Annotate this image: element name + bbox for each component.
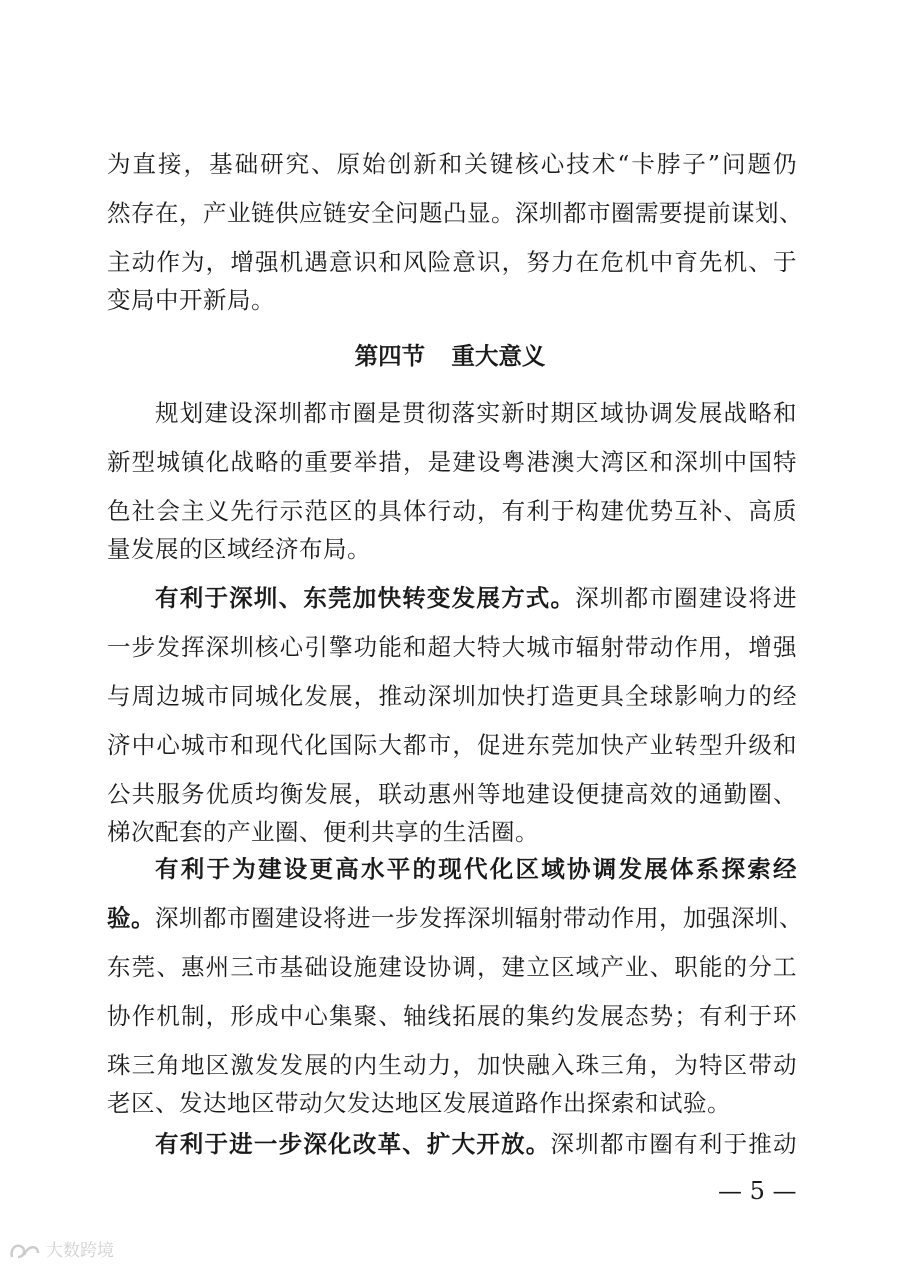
point-3-first-line [155,1127,797,1161]
body-line: 为直接，基础研究、原始创新和关键核心技术“卡脖子”问题仍 [107,150,797,178]
point-2-text: 深圳都市圈建设将进一步发挥深圳辐射带动作用，加强深圳、 [155,904,803,932]
body-line: 主动作为，增强机遇意识和风险意识，努力在危机中育先机、于 [107,248,797,276]
page-number: — 5 — [718,1177,797,1205]
body-line: 新型城镇化战略的重要举措，是建设粤港澳大湾区和深圳中国特 [107,448,797,476]
body-line: 然存在，产业链供应链安全问题凸显。深圳都市圈需要提前谋划、 [107,199,803,227]
point-1-text: 深圳都市圈建设将进 [575,584,798,612]
body-line: 一步发挥深圳核心引擎功能和超大特大城市辐射带动作用，增强 [107,633,797,661]
body-line: 量发展的区域经济布局。 [107,535,371,563]
body-line: 与周边城市同城化发展，推动深圳加快打造更具全球影响力的经 [107,682,797,710]
point-1-heading: 有利于深圳、东莞加快转变发展方式。 [155,584,576,612]
point-3-text: 深圳都市圈有利于推动 [550,1130,798,1158]
point-2-heading-end: 验。 [107,904,155,932]
watermark [8,1236,114,1266]
watermark-text: 大数跨境 [46,1241,114,1261]
body-line: 色社会主义先行示范区的具体行动，有利于构建优势互补、高质 [107,497,797,525]
body-line: 梯次配套的产业圈、便利共享的生活圈。 [107,818,539,846]
body-line: 东莞、惠州三市基础设施建设协调，建立区域产业、职能的分工 [107,953,797,981]
body-line: 变局中开新局。 [107,286,275,314]
section-number: 第四节 [354,342,426,370]
point-1-first-line [155,581,797,615]
body-line: 公共服务优质均衡发展，联动惠州等地建设便捷高效的通勤圈、 [107,780,797,808]
point-2-heading: 有利于为建设更高水平的现代化区域协调发展体系探索经 [155,855,797,883]
point-3-heading: 有利于进一步深化改革、扩大开放。 [155,1130,551,1158]
point-2-second-line [107,901,803,935]
body-line: 珠三角地区激发发展的内生动力，加快融入珠三角，为特区带动 [107,1051,797,1079]
body-line: 协作机制，形成中心集聚、轴线拓展的集约发展态势；有利于环 [107,1002,797,1030]
body-line: 老区、发达地区带动欠发达地区发展道路作出探索和试验。 [107,1089,731,1117]
watermark-logo-icon [8,1239,42,1263]
section-title: 重大意义 [451,342,546,370]
section-heading [0,339,900,373]
body-line: 济中心城市和现代化国际大都市，促进东莞加快产业转型升级和 [107,731,797,759]
body-line: 规划建设深圳都市圈是贯彻落实新时期区域协调发展战略和 [155,399,797,427]
